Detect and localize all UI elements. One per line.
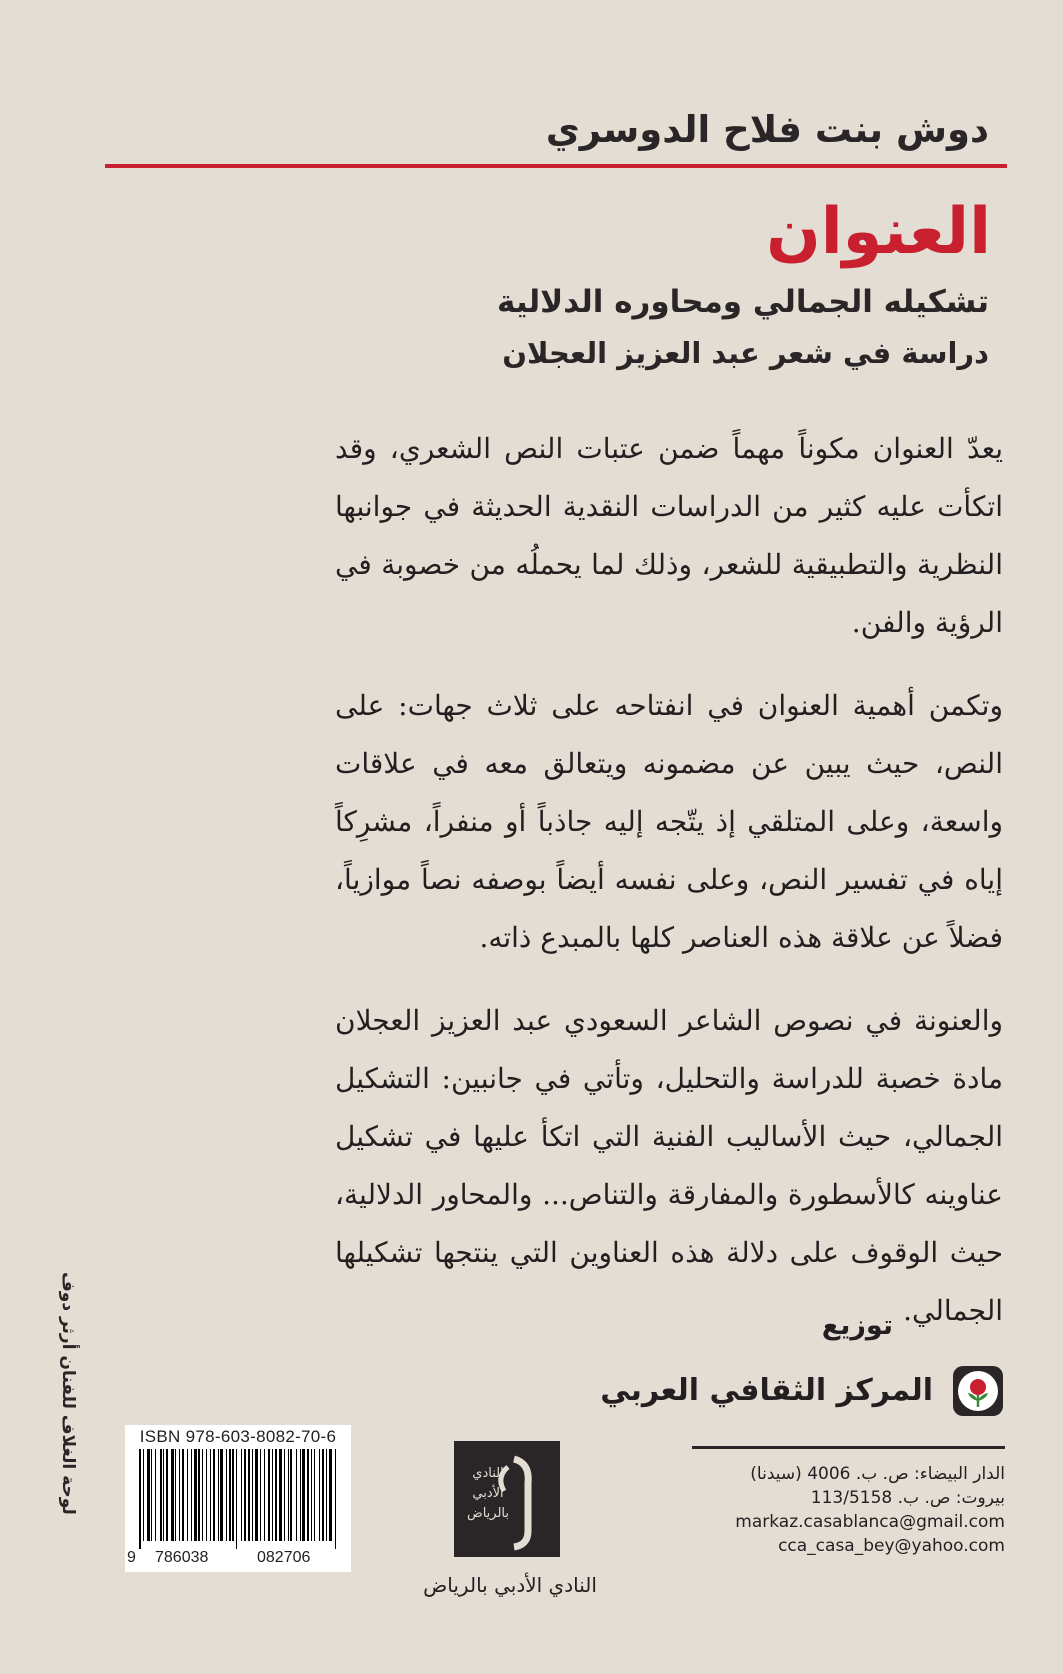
title-divider [105, 164, 1007, 168]
barcode-bar [244, 1449, 246, 1541]
barcode-bar [160, 1449, 162, 1541]
isbn-digits-right: 082706 [257, 1549, 311, 1566]
isbn-digits-left: 786038 [155, 1549, 209, 1566]
barcode-bar [147, 1449, 150, 1541]
address-casablanca: الدار البيضاء: ص. ب. 4006 (سيدنا) [750, 1464, 1005, 1484]
barcode-bar [179, 1449, 180, 1541]
literary-club-name: النادي الأدبي بالرياض [423, 1573, 597, 1597]
barcode-bar [290, 1449, 292, 1541]
barcode-bar [202, 1449, 203, 1541]
publisher-name: المركز الثقافي العربي [600, 1373, 933, 1408]
book-subtitle-study: دراسة في شعر عبد العزيز العجلان [502, 336, 989, 370]
barcode-bar [279, 1449, 282, 1541]
barcode-bar [220, 1449, 223, 1541]
address-beirut: بيروت: ص. ب. 113/5158 [810, 1488, 1005, 1508]
email-casablanca: markaz.casablanca@gmail.com [735, 1512, 1005, 1532]
isbn-digit-first: 9 [127, 1549, 136, 1566]
barcode-bar [319, 1449, 320, 1541]
barcode-bar [322, 1449, 324, 1541]
book-title: العنوان [766, 195, 991, 269]
barcode-bar [213, 1449, 215, 1541]
barcode-bar [307, 1449, 309, 1541]
barcode-bar [300, 1449, 301, 1541]
barcode-bar [175, 1449, 176, 1541]
barcode-bar [171, 1449, 174, 1541]
barcode-bar [155, 1449, 156, 1541]
barcode-bar [139, 1449, 141, 1549]
isbn-number: ISBN 978-603-8082-70-6 [139, 1427, 337, 1446]
cover-art-credit-text: لوحة الغلاف للفنان أرثر دوف [58, 1272, 78, 1515]
barcode-bar [226, 1449, 227, 1541]
book-subtitle: تشكيله الجمالي ومحاوره الدلالية [497, 284, 989, 320]
distribution-label: توزيع [821, 1310, 893, 1341]
rose-logo-icon [950, 1363, 1006, 1419]
barcode-bar [182, 1449, 184, 1541]
club-logo-line-2: الأدبي [472, 1486, 504, 1501]
barcode-bar [241, 1449, 242, 1541]
publisher-divider [692, 1446, 1005, 1449]
barcode-bar [268, 1449, 270, 1541]
barcode-bar [314, 1449, 315, 1541]
blurb-paragraph-3: والعنونة في نصوص الشاعر السعودي عبد العزيز العجلان مادة خصبة للدراسة والتحليل، وتأتي في جانبين: التشكيل الجمالي، حيث الأساليب الفنية التي اتكأ عليها في تشكيل عناوينه كالأسطورة والمفارقة والتناص... والمحاور الدلالية، حيث الوقوف على دلالة هذه العناوين التي ينتجها تشكيلها الجمالي. [335, 1004, 1003, 1327]
barcode-bar [194, 1449, 197, 1541]
barcode-bar [232, 1449, 234, 1541]
barcode-bar [229, 1449, 231, 1541]
barcode-bar [143, 1449, 144, 1541]
publisher-contact [645, 1462, 1005, 1558]
barcode-bar [206, 1449, 207, 1541]
isbn-barcode [125, 1425, 351, 1572]
barcode-bar [275, 1449, 277, 1541]
barcode-bar [187, 1449, 188, 1541]
barcode-icon [133, 1449, 343, 1549]
barcode-bar [329, 1449, 332, 1541]
barcode-bar [198, 1449, 200, 1541]
barcode-bar [252, 1449, 253, 1541]
barcode-bar [248, 1449, 250, 1541]
barcode-bar [218, 1449, 219, 1541]
blurb-paragraph-2: وتكمن أهمية العنوان في انفتاحه على ثلاث جهات: على النص، حيث يبين عن مضمونه ويتعالق معه في علاقات واسعة، وعلى المتلقي إذ يتّجه إليه جاذباً أو منفراً، مشرِكاً إياه في تفسير النص، وعلى نفسه أيضاً بوصفه نصاً موازياً، فضلاً عن علاقة هذه العناصر كلها بالمبدع ذاته. [335, 689, 1004, 954]
barcode-bar [272, 1449, 273, 1541]
barcode-bar [296, 1449, 297, 1541]
club-logo-line-1: النادي [472, 1466, 504, 1481]
barcode-bar [210, 1449, 211, 1541]
barcode-bar [163, 1449, 164, 1541]
barcode-bar [166, 1449, 168, 1541]
author-name: دوش بنت فلاح الدوسري [545, 108, 989, 151]
email-beirut: cca_casa_bey@yahoo.com [778, 1536, 1005, 1556]
barcode-bar [236, 1449, 237, 1549]
barcode-bar [264, 1449, 265, 1541]
literary-club-logo-icon [448, 1435, 566, 1563]
club-logo-line-3: بالرياض [466, 1506, 510, 1521]
barcode-bar [260, 1449, 261, 1541]
barcode-bar [255, 1449, 258, 1541]
blurb-paragraph-1: يعدّ العنوان مكوناً مهماً ضمن عتبات النص الشعري، وقد اتكأت عليه كثير من الدراسات النقدية الحديثة في جوانبها النظرية والتطبيقية للشعر، وذلك لما يحملُه من خصوبة في الرؤية والفن. [335, 432, 1003, 639]
barcode-bar [302, 1449, 305, 1541]
barcode-bar [326, 1449, 327, 1541]
barcode-bar [151, 1449, 152, 1541]
barcode-bar [335, 1449, 336, 1549]
barcode-bar [191, 1449, 192, 1541]
barcode-bar [284, 1449, 285, 1541]
barcode-bar [311, 1449, 312, 1541]
barcode-bar [288, 1449, 289, 1541]
blurb [335, 420, 1003, 1365]
